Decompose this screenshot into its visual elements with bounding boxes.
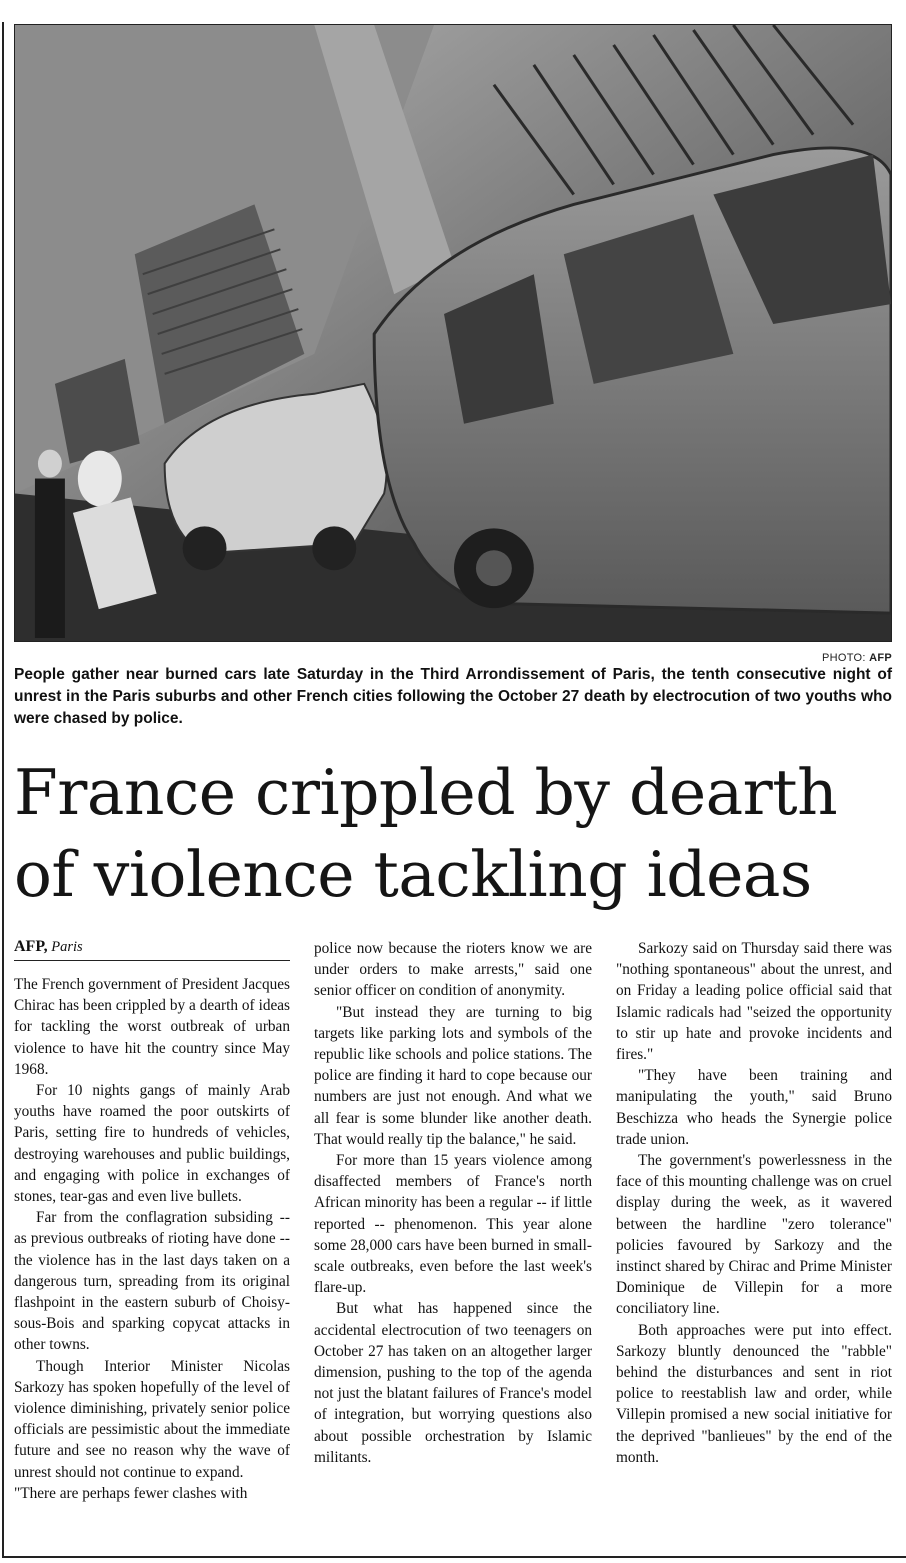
- byline-agency: AFP,: [14, 938, 48, 955]
- byline: [14, 938, 290, 961]
- photo-caption: People gather near burned cars late Saturday in the Third Arrondissement of Paris, the tenth consecutive night of unrest in the Paris suburbs and other French cities following the October 27 death by electrocution of two youths who were chased by police.: [14, 666, 892, 727]
- article-paragraph: Far from the conflagration subsiding -- as previous outbreaks of rioting have done -- the violence has in the last days taken on a dangerous turn, spreading from its original flashpoint in the eastern suburb of Choisy-sous-Bois and sparking copycat attacks in other towns.: [14, 1209, 290, 1354]
- article-paragraph: The government's powerlessness in the face of this mounting challenge was on cruel display during the week, as it wavered between the hardline "zero tolerance" policies favoured by Sarkozy and the instinct shared by Chirac and Prime Minister Dominique de Villepin for a more conciliatory line.: [616, 1152, 892, 1318]
- article-paragraph: For more than 15 years violence among disaffected members of France's north African minority has been a regular -- if little reported -- phenomenon. This year alone some 28,000 cars have been burned in small-scale outbreaks, even before the last week's flare-up.: [314, 1152, 592, 1297]
- photo-credit: [822, 652, 892, 664]
- bottom-rule: [2, 1556, 906, 1558]
- photo-credit-label: PHOTO:: [821, 652, 866, 664]
- article-paragraph: Sarkozy said on Thursday said there was "nothing spontaneous" about the unrest, and on Friday a leading police official said that Islamic radicals had "seized the opportunity to stir up hate and provoke incidents and fires.": [616, 940, 892, 1064]
- article-paragraph: "There are perhaps fewer clashes with: [14, 1484, 248, 1502]
- article-paragraph: police now because the rioters know we are under orders to make arrests," said one senior officer on condition of anonymity.: [314, 940, 592, 1000]
- article-paragraph: For 10 nights gangs of mainly Arab youths have roamed the poor outskirts of Paris, setting fire to hundreds of vehicles, destroying warehouses and public buildings, and engaging with police in exchanges of stones, tear-gas and even live bullets.: [14, 1082, 290, 1206]
- article-paragraph: The French government of President Jacques Chirac has been crippled by a dearth of ideas for tackling the worst outbreak of urban violence to have hit the country since May 1968.: [14, 976, 290, 1078]
- photo-credit-source: AFP: [869, 652, 892, 664]
- article-column-1: [14, 974, 290, 1504]
- left-column-rule: [2, 22, 4, 1558]
- article-paragraph: "But instead they are turning to big targets like parking lots and symbols of the republic like schools and police stations. The police are finding it hard to cope because our numbers are just not enough. And what we all fear is some blunder like another death. That would really tip the balance," he said.: [314, 1003, 592, 1148]
- article-paragraph: "They have been training and manipulating the youth," said Bruno Beschizza who heads the Synergie police trade union.: [616, 1067, 892, 1148]
- burned-cars-photo-icon: [15, 25, 891, 641]
- headline: France crippled by dearth of violence tackling ideas: [14, 756, 838, 911]
- article-column-3: [616, 938, 892, 1468]
- article-paragraph: But what has happened since the accidental electrocution of two teenagers on October 27 has taken on an altogether larger dimension, pushing to the top of the agenda not just the blatant failures of France's model of integration, but worrying questions also about possible orchestration by Islamic militants.: [314, 1300, 592, 1466]
- article-paragraph: Both approaches were put into effect. Sarkozy bluntly denounced the "rabble" behind the disturbances and sent in riot police to reestablish law and order, while Villepin promised a new social initiative for the deprived "banlieues" by the end of the month.: [616, 1321, 892, 1466]
- article-column-2: [314, 938, 592, 1468]
- byline-city: Paris: [51, 939, 83, 955]
- news-photo: [14, 24, 892, 642]
- article-paragraph: Though Interior Minister Nicolas Sarkozy has spoken hopefully of the level of violence diminishing, privately senior police officials are pessimistic about the immediate future and see no reason why the wave of unrest should not continue to expand.: [14, 1357, 290, 1481]
